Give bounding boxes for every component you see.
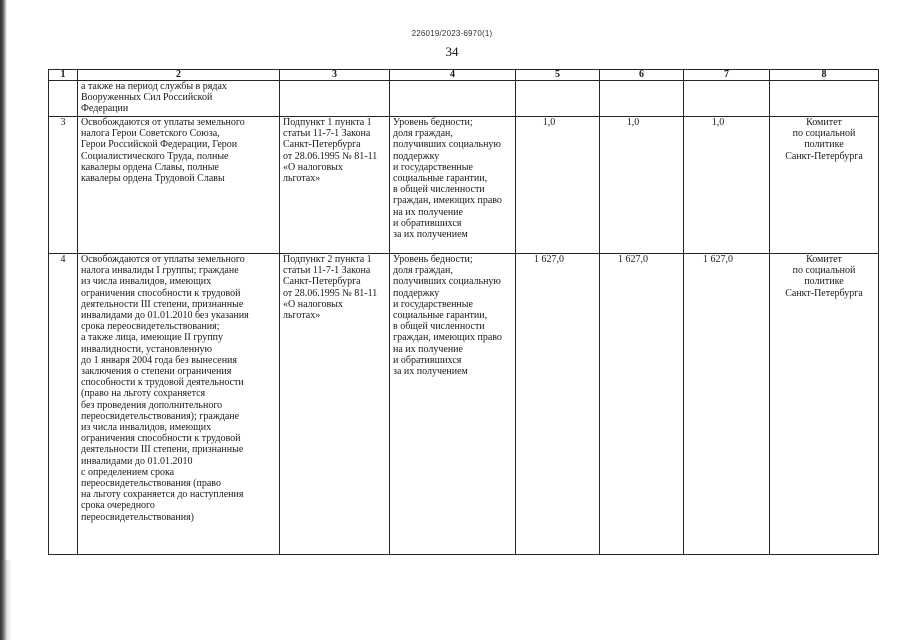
value-col7 (684, 81, 770, 117)
scan-shadow-edge-lower (0, 560, 12, 640)
indicator: Уровень бедности; доля граждан, получивших социальную поддержку и государственные социальные гарантии, в общей численности граждан, имеющих право на их получение и обратившихся за их получением (390, 117, 516, 254)
value-col7: 1,0 (684, 117, 770, 254)
table-row (49, 81, 879, 117)
value-col6: 1,0 (600, 117, 684, 254)
page-number: 34 (445, 44, 459, 59)
benefit-description: Освобождаются от уплаты земельного налога Герои Советского Союза, Герои Российской Федерации, Герои Социалистического Труда, полные кавалеры ордена Славы, полные кавалеры ордена Трудовой Славы (78, 117, 280, 254)
benefits-table (48, 69, 879, 555)
indicator (390, 81, 516, 117)
benefit-description: а также на период службы в рядах Вооруженных Сил Российской Федерации (78, 81, 280, 117)
row-number: 3 (49, 117, 78, 254)
scan-shadow-edge (0, 0, 7, 640)
table-row (49, 117, 879, 254)
indicator: Уровень бедности; доля граждан, получивших социальную поддержку и государственные социальные гарантии, в общей численности граждан, имеющих право на их получение и обратившихся за их получением (390, 254, 516, 555)
column-header: 6 (600, 70, 684, 81)
column-header: 8 (770, 70, 879, 81)
responsible-body (770, 81, 879, 117)
row-number: 4 (49, 254, 78, 555)
document-id: 226019/2023-6970(1) (411, 29, 493, 38)
column-header: 1 (49, 70, 78, 81)
column-header: 2 (78, 70, 280, 81)
row-number (49, 81, 78, 117)
column-number-row (49, 70, 879, 81)
responsible-body: Комитет по социальной политике Санкт-Петербурга (770, 254, 879, 555)
column-header: 3 (280, 70, 390, 81)
value-col5 (516, 81, 600, 117)
benefit-description: Освобождаются от уплаты земельного налога инвалиды I группы; граждане из числа инвалидов, имеющих ограничения способности к трудовой деятельности III степени, признанные инвалидами до 01.01.2010 без указания срока переосвидетельствования; а также лица, имеющие II группу инвалидности, установленную до 1 января 2004 года без вынесения заключения о степени ограничения способности к трудовой деятельности (право на льготу сохраняется без проведения дополнительного переосвидетельствования); граждане из числа инвалидов, имеющих ограничения способности к трудовой деятельности III степени, признанные инвалидами до 01.01.2010 с определением срока переосвидетельствования (право на льготу сохраняется до наступления срока очередного переосвидетельствования) (78, 254, 280, 555)
responsible-body: Комитет по социальной политике Санкт-Петербурга (770, 117, 879, 254)
legal-basis: Подпункт 2 пункта 1 статьи 11-7-1 Закона Санкт-Петербурга от 28.06.1995 № 81-11 «О налоговых льготах» (280, 254, 390, 555)
legal-basis (280, 81, 390, 117)
value-col5: 1,0 (516, 117, 600, 254)
column-header: 5 (516, 70, 600, 81)
column-header: 4 (390, 70, 516, 81)
value-col7: 1 627,0 (684, 254, 770, 555)
legal-basis: Подпункт 1 пункта 1 статьи 11-7-1 Закона Санкт-Петербурга от 28.06.1995 № 81-11 «О налоговых льготах» (280, 117, 390, 254)
table-row (49, 254, 879, 555)
value-col6 (600, 81, 684, 117)
value-col6: 1 627,0 (600, 254, 684, 555)
column-header: 7 (684, 70, 770, 81)
value-col5: 1 627,0 (516, 254, 600, 555)
